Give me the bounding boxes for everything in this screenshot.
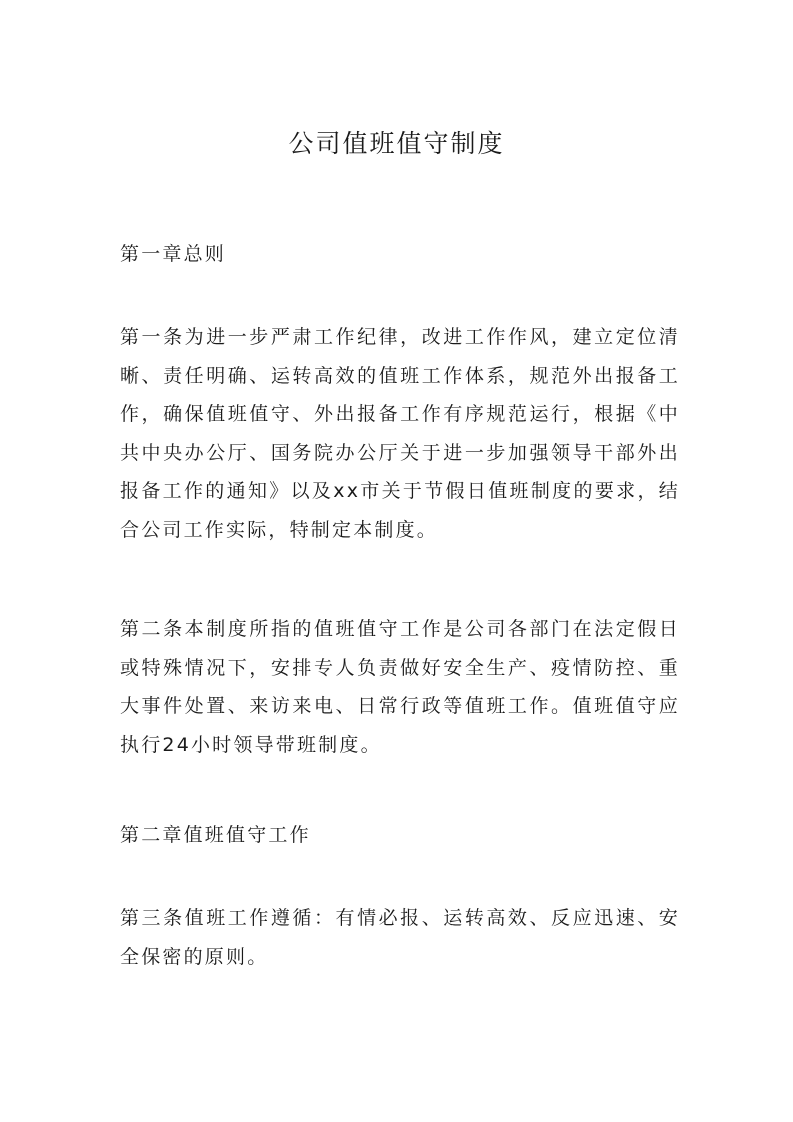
article-paragraph-2: 第二条本制度所指的值班值守工作是公司各部门在法定假日或特殊情况下，安排专人负责做好安全生产、疫情防控、重大事件处置、来访来电、日常行政等值班工作。值班值守应执行24小时领导带班制度。 [120, 618, 680, 756]
chapter-heading-1: 第一章总则 [120, 243, 227, 265]
article-paragraph-3: 第三条值班工作遵循：有情必报、运转高效、反应迅速、安全保密的原则。 [120, 907, 680, 968]
document-title: 公司值班值守制度 [288, 129, 505, 158]
chapter-heading-2: 第二章值班值守工作 [120, 824, 311, 846]
article-paragraph-1: 第一条为进一步严肃工作纪律，改进工作作风，建立定位清晰、责任明确、运转高效的值班工作体系，规范外出报备工作，确保值班值守、外出报备工作有序规范运行，根据《中共中央办公厅、国务院办公厅关于进一步加强领导干部外出报备工作的通知》以及xx市关于节假日值班制度的要求，结合公司工作实际，特制定本制度。 [120, 326, 680, 541]
